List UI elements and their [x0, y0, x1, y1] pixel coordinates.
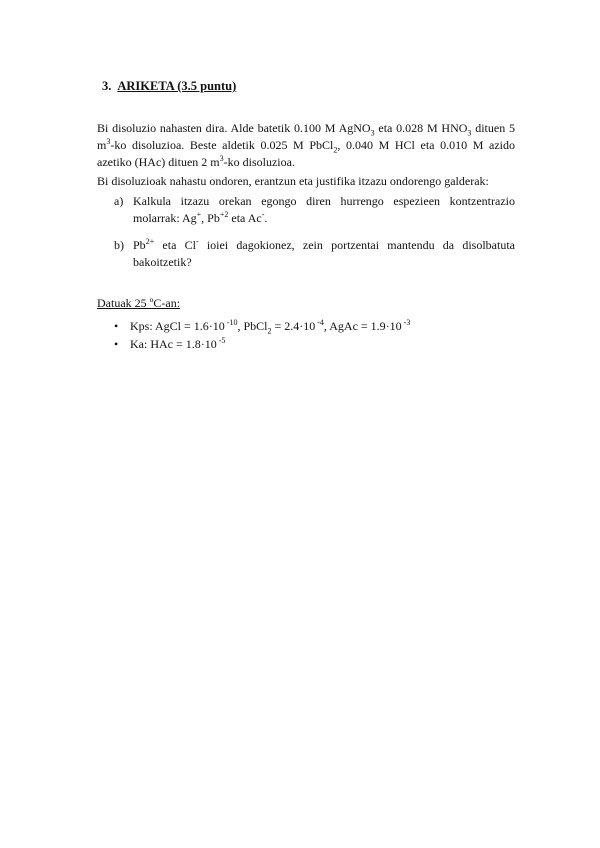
question-b-text [133, 237, 515, 271]
intro-text: Bi disoluzio nahasten dira. Alde batetik 0.100 M AgNO [97, 121, 371, 135]
ka-label: Ka: [130, 337, 148, 351]
intro-text: -ko disoluzioa. Beste aldetik 0.025 M PbCl [110, 138, 334, 152]
question-text: eta Ac [228, 211, 262, 225]
question-text: ioiei dagokionez, zein portzentai mantendu da disolbatuta bakoitzetik? [133, 238, 515, 269]
superscript: -5 [216, 336, 226, 345]
data-item-kps [114, 318, 410, 335]
superscript: +2 [219, 210, 229, 219]
data-text: AgCl = 1.6·10 [152, 319, 225, 333]
superscript: - [261, 210, 265, 219]
superscript: 3 [106, 137, 111, 146]
question-a-text [133, 193, 515, 227]
subscript: 2 [267, 326, 272, 336]
question-text: eta Cl [154, 238, 196, 252]
question-text: Kalkula itzazu orekan egongo diren hurrengo espezieen kontzentrazio molarrak: Ag [133, 194, 515, 225]
superscript: 2+ [145, 237, 155, 246]
bullet-dot: • [114, 337, 119, 351]
superscript: + [196, 210, 202, 219]
kps-label: Kps: [130, 319, 153, 333]
question-text: , Pb [201, 211, 220, 225]
subscript: 3 [467, 128, 472, 138]
superscript: -3 [401, 318, 411, 327]
data-text: , AgAc = 1.9·10 [323, 319, 402, 333]
data-text: = 2.4·10 [271, 319, 316, 333]
bullet-dot: • [114, 319, 119, 333]
question-a [114, 193, 515, 227]
superscript: -10 [224, 318, 238, 327]
data-text: HAc = 1.8·10 [147, 337, 217, 351]
question-a-label: a) [114, 194, 124, 208]
intro-text: dituen 5 m [97, 121, 515, 152]
superscript: 3 [219, 154, 224, 163]
intro-paragraph [97, 120, 515, 171]
question-text: . [264, 211, 268, 225]
subscript: 2 [333, 145, 338, 155]
subscript: 3 [370, 128, 375, 138]
question-text: Pb [133, 238, 146, 252]
exercise-title: ARIKETA (3.5 puntu) [117, 79, 237, 93]
instruction-paragraph: Bi disoluzioak nahastu ondoren, erantzun eta justifika itzazu ondorengo galderak: [97, 174, 489, 188]
data-item-ka [114, 336, 225, 353]
superscript: - [195, 237, 199, 246]
question-b-label: b) [114, 238, 124, 252]
superscript: -4 [315, 318, 324, 327]
data-heading: Datuak 25 ºC-an: [97, 296, 181, 310]
question-b [114, 237, 515, 271]
intro-text: eta 0.028 M HNO [374, 121, 468, 135]
exercise-number: 3. [102, 79, 112, 93]
intro-text: , 0.040 M HCl eta 0.010 M azido azetiko (HAc) dituen 2 m [97, 138, 515, 169]
exercise-heading [102, 79, 236, 94]
intro-text: -ko disoluzioa. [223, 155, 295, 169]
data-text: , PbCl [237, 319, 268, 333]
